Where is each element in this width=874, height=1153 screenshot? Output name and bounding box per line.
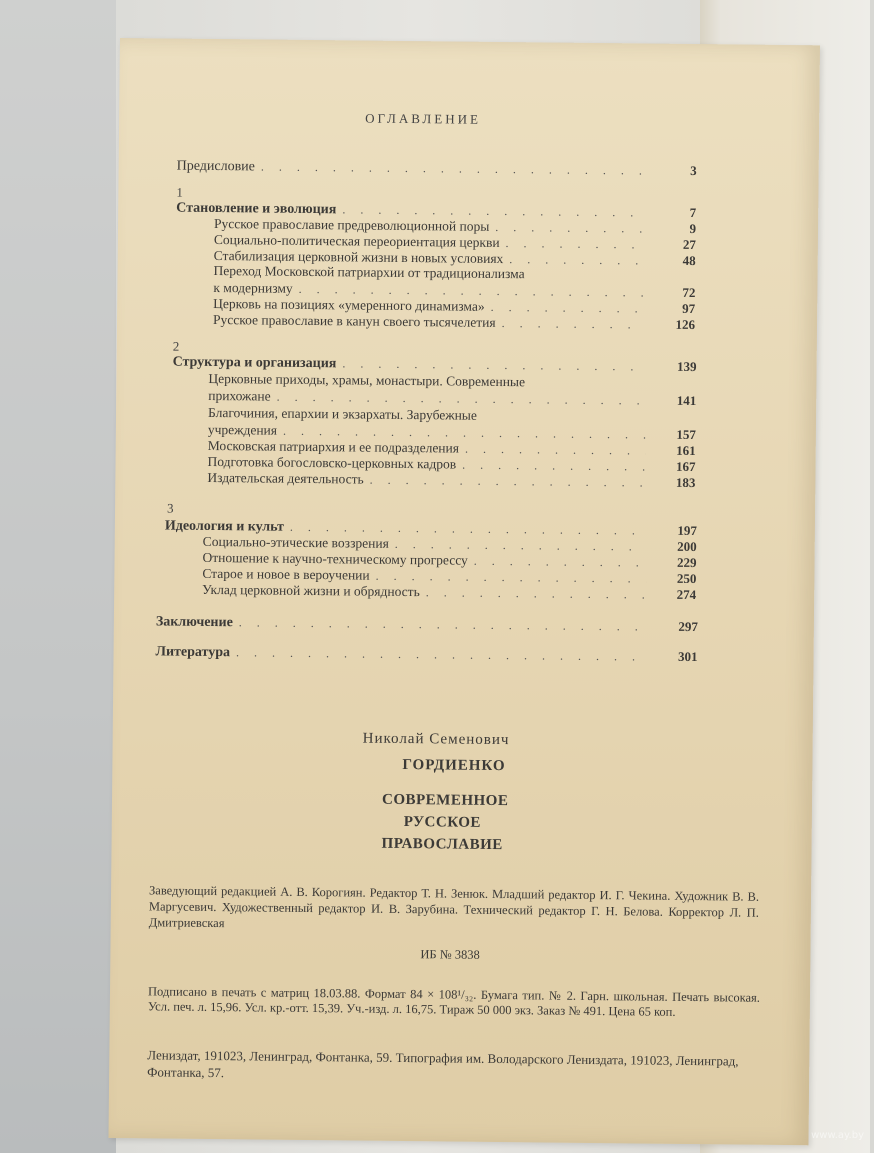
toc-entry-title: Заключение — [155, 614, 233, 631]
toc-entry-page: 9 — [689, 220, 697, 237]
toc-heading: ОГЛАВЛЕНИЕ — [365, 110, 482, 127]
toc-entry-title: Социально-политическая переориентация церкви — [213, 231, 500, 250]
toc-entry-title: Становление и эволюция — [176, 200, 337, 218]
toc-entry-page: 167 — [675, 458, 696, 475]
toc-entry-conclusion — [156, 612, 698, 636]
toc-entry-page: 250 — [676, 570, 697, 587]
toc-entry-page: 197 — [677, 522, 697, 539]
book-title-line: СОВРЕМЕННОЕ — [381, 791, 509, 810]
book-title-line: ПРАВОСЛАВИЕ — [381, 835, 503, 854]
toc-entry-page: 3 — [690, 162, 697, 179]
toc-entry-page: 141 — [676, 392, 697, 409]
toc-entry-title: Московская патриархия и ее подразделения — [207, 437, 460, 456]
toc-entry-title-line2: учреждения — [207, 421, 278, 438]
toc-entry-title: Идеология и культ — [164, 518, 285, 535]
leader-dots — [370, 471, 646, 492]
watermark: www.ay.by — [811, 1130, 864, 1141]
toc-entry-page: 183 — [675, 474, 696, 491]
toc-entry-title: Предисловие — [176, 158, 256, 175]
publisher-address: Лениздат, 191023, Ленинград, Фонтанка, 59. Типография им. Володарского Лениздата, 191023, Ленинград, Фонтанка, 57. — [147, 1047, 739, 1081]
book-title — [381, 789, 508, 856]
toc-entry-page: 157 — [676, 426, 696, 443]
author-surname: ГОРДИЕНКО — [402, 756, 506, 775]
toc-entry-page: 7 — [689, 204, 697, 221]
print-details: Подписано в печать с матриц 18.03.88. Формат 84 × 108¹/₃₂. Бумага тип. № 2. Гарн. школьная. Печать высокая. Усл. печ. л. 15,96. Усл. кр.-отт. 15,39. Уч.-изд. л. 16,75. Тираж 50 000 экз. Заказ № 491. Цена 65 коп. — [147, 984, 761, 1019]
toc-entry-title-line2: к модернизму — [213, 279, 293, 296]
toc-entry-page: 48 — [682, 252, 696, 269]
toc-entry-title-line2: прихожане — [208, 387, 271, 404]
chapter-number: 1 — [176, 184, 183, 200]
toc-entry — [207, 469, 695, 492]
toc-entry-page: 139 — [677, 358, 697, 375]
ib-number: ИБ № 3838 — [420, 947, 480, 962]
toc-entry-title-line1: Благочиния, епархии и экзархаты. Зарубежные — [208, 404, 477, 423]
toc-entry-page: 72 — [682, 284, 696, 301]
leader-dots — [509, 250, 646, 269]
toc-entry-preface — [177, 157, 697, 180]
leader-dots — [261, 157, 647, 179]
editorial-credits: Заведующий редакцией А. В. Корогиян. Редактор Т. Н. Зенюк. Младший редактор И. Г. Чекина. Художник В. В. Маргусевич. Художественный редактор И. В. Зарубина. Технический редактор Г. Н. Белова. Корректор Л. П. Дмитриевская — [148, 883, 760, 931]
toc-entry-title-line1: Церковные приходы, храмы, монастыри. Современные — [208, 370, 526, 390]
toc-entry-title: Литература — [155, 644, 231, 661]
toc-entry-title: Церковь на позициях «умеренного динамизма» — [213, 295, 485, 314]
toc-entry-title: Издательская деятельность — [207, 469, 364, 487]
toc-entry-title: Русское православие в канун своего тысячелетия — [212, 311, 496, 330]
book-page — [108, 38, 819, 1145]
leader-dots — [236, 643, 648, 665]
leader-dots — [239, 613, 648, 635]
toc-entry-title: Старое и новое в вероучении — [202, 565, 370, 583]
toc-entry-page: 97 — [682, 300, 696, 317]
book-title-line: РУССКОЕ — [403, 814, 482, 831]
toc-entry-page: 126 — [675, 316, 696, 333]
toc-entry-title-line1: Переход Московской патриархии от традиционализма — [213, 262, 525, 282]
toc-entry-page: 27 — [682, 236, 696, 253]
chapter-number: 3 — [167, 500, 174, 516]
author-name: Николай Семенович — [362, 730, 510, 749]
toc-entry — [213, 311, 695, 334]
leader-dots — [502, 314, 646, 334]
toc-entry-page: 274 — [676, 586, 697, 603]
toc-entry-title: Подготовка богословско-церковных кадров — [207, 453, 457, 472]
leader-dots — [426, 583, 647, 603]
toc-entry — [202, 581, 696, 604]
chapter-number: 2 — [172, 338, 180, 354]
toc-entry-literature — [155, 642, 697, 666]
toc-entry-title: Структура и организация — [172, 354, 337, 372]
toc-entry-page: 229 — [676, 554, 697, 571]
toc-entry-page: 297 — [678, 618, 698, 635]
toc-entry-page: 200 — [677, 538, 697, 555]
toc-entry-page: 301 — [677, 648, 698, 665]
toc-entry-title: Социально-этические воззрения — [202, 533, 389, 551]
toc-entry-title: Русское православие предреволюционной поры — [213, 215, 490, 234]
toc-entry-title: Уклад церковной жизни и обрядность — [202, 581, 420, 600]
toc-entry-title: Отношение к научно-техническому прогрессу — [202, 549, 468, 568]
toc-entry-page: 161 — [676, 442, 696, 459]
toc-entry-title: Стабилизация церковной жизни в новых условиях — [213, 247, 504, 267]
